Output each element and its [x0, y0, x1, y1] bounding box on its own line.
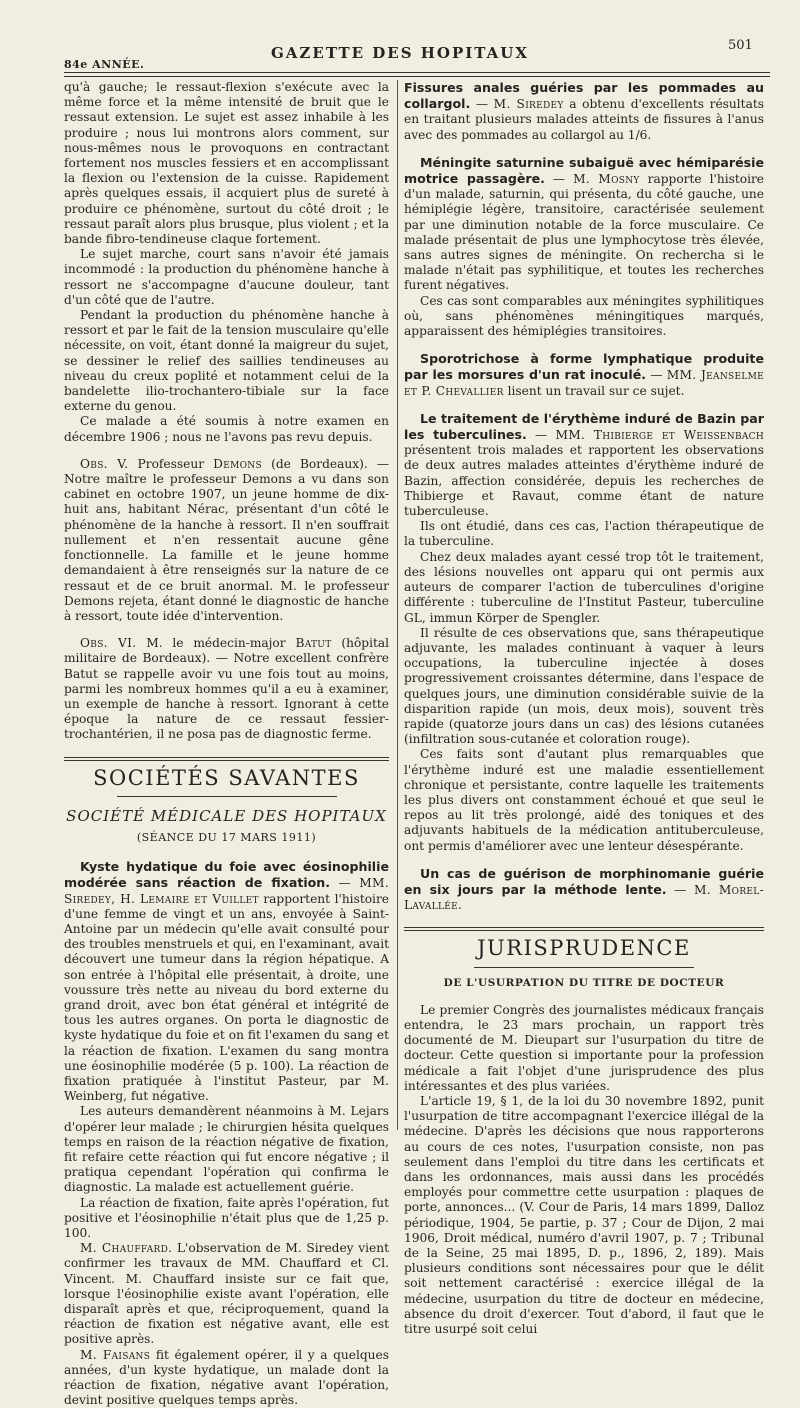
report-authors: MM. Siredey, H. Lemaire et Vuillet [64, 876, 389, 906]
obs-label: Obs. V. [80, 456, 129, 471]
obs-author: Demons [213, 456, 262, 471]
paragraph: Ces cas sont comparables aux méningites syphilitiques où, sans phénomènes méningitiques marqués, apparaissent des hémiplégies transitoires. [404, 293, 764, 339]
obs-label: Obs. VI. [80, 636, 137, 651]
report-title: Fissures anales guéries par les pommades au collargol. [404, 80, 764, 112]
paragraph: Le premier Congrès des journalistes médicaux français entendra, le 23 mars prochain, un rapport très documenté de M. Dieupart sur l'usurpation du titre de docteur. Cette question si importante pour la profession médicale a fait l'objet d'une jurisprudence des plus intéressantes et des plus variées. [404, 1002, 764, 1093]
section-title: SOCIÉTÉS SAVANTES [93, 765, 360, 790]
observation-6 [64, 636, 389, 742]
speaker-name: M. Chauffard. [80, 1241, 173, 1256]
report-authors: MM. Thibierge et Weissenbach [555, 428, 765, 443]
journal-title: GAZETTE DES HOPITAUX [270, 44, 529, 62]
report-title: Sporotrichose à forme lymphatique produite par les morsures d'un rat inoculé. [404, 351, 764, 383]
faisans-comment [64, 1348, 389, 1408]
section-title: JURISPRUDENCE [477, 936, 691, 961]
meningite-report: Méningite saturnine subaiguë avec hémiparésie motrice passagère. — M. Mosny rapporte l'histoire d'un malade, saturnin, qui présenta, du côté gauche, une hémiplégie légère, transitoire, caractérisée seulement par une diminution notable de la force musculaire. Ce malade présentait de plus une lymphocytose très élevée, sans autres signes de méningite. On rechercha si le malade n'était pas syphilitique, et toutes les recherches furent négatives. [404, 154, 765, 293]
society-title: SOCIÉTÉ MÉDICALE DES HOPITAUX [66, 806, 387, 825]
paragraph: La réaction de fixation, faite après l'opération, fut positive et l'éosinophilie n'était plus que de 1,25 p. 100. [64, 1195, 389, 1241]
paragraph: Les auteurs demandèrent néanmoins à M. Lejars d'opérer leur malade ; le chirurgien hésita quelques temps en raison de la réaction négative de fixation, fit refaire cette réaction qui fut encore négative ; il pratiqua cependant l'opération qui confirma le diagnostic. La malade est actuellement guérie. [64, 1104, 389, 1195]
paragraph: Ils ont étudié, dans ces cas, l'action thérapeutique de la tuberculine. [404, 519, 764, 549]
session-date: (SÉANCE DU 17 MARS 1911) [136, 830, 317, 844]
section-header-jurisprudence [404, 927, 764, 990]
comment-text: L'observation de M. Siredey vient confirmer les travaux de MM. Chauffard et Cl. Vincent. M. Chauffard insiste sur ce fait que, lorsque l'éosinophilie existe avant l'opération, elle disparaît après et que, réciproquement, quand la réaction de fixation est négative avant, elle est positive après. [64, 1241, 389, 1347]
section-title-rule [474, 967, 694, 968]
report-text: lisent un travail sur ce sujet. [507, 383, 685, 398]
header-rule-bottom [64, 76, 770, 77]
section-header-societes [64, 757, 389, 846]
report-text: rapporte l'histoire d'un malade, saturnin, qui présenta, du côté gauche, une hémiplégie légère, transitoire, caractérisée seulement par une diminution notable de la force musculaire. Ce malade présentait de plus une lymphocytose très élevée, sans autres signes de méningite. On rechercha si le malade n'était pas syphilitique, et toutes les recherches furent négatives. [404, 172, 765, 293]
header-rule-top [64, 72, 770, 73]
section-rule [404, 930, 764, 931]
report-text: présentent trois malades et rapportent les observations de deux autres malades atteintes d'érythème induré de Bazin, affection considérée, depuis les recherches de Thibierge et Ravaut, comme étant de nature tuberculeuse. [404, 443, 764, 519]
section-rule [404, 927, 764, 928]
paragraph: Le sujet marche, court sans n'avoir été jamais incommodé : la production du phénomène hanche à ressort ne s'accompagne d'aucune douleur, tant d'un côté que de l'autre. [64, 247, 389, 307]
report-title: Un cas de guérison de morphinomanie guérie en six jours par la méthode lente. [404, 865, 764, 897]
right-column [404, 80, 764, 1337]
obs-prefix: Professeur [137, 456, 205, 471]
traitement-report: Le traitement de l'érythème induré de Bazin par les tuberculines. — MM. Thibierge et Weissenbach présentent trois malades et rapportent les observations de deux autres malades atteintes d'érythème induré de Bazin, affection considérée, depuis les recherches de Thibierge et Ravaut, comme étant de nature tuberculeuse. [404, 410, 765, 519]
chauffard-comment [64, 1241, 389, 1347]
report-title: Le traitement de l'érythème induré de Bazin par les tuberculines. [404, 410, 764, 443]
section-title-rule [117, 796, 337, 797]
observation-5 [64, 457, 389, 624]
column-divider [397, 80, 398, 1130]
morphinomanie-report: Un cas de guérison de morphinomanie guérie en six jours par la méthode lente. — M. Morel-Lavallée. [404, 865, 764, 913]
sporotrichose-report: Sporotrichose à forme lymphatique produite par les morsures d'un rat inoculé. — MM. Jeanselme et P. Chevallier lisent un travail sur ce sujet. [404, 351, 764, 398]
paragraph: Chez deux malades ayant cessé trop tôt le traitement, des lésions nouvelles ont apparu qui ont permis aux auteurs de comparer l'action de tuberculines d'origine différente : tuberculine de l'Institut Pasteur, tuberculine GL, immun Körper de Spengler. [404, 549, 764, 625]
article-title: DE L'USURPATION DU TITRE DE DOCTEUR [443, 976, 725, 989]
obs-author: Batut [295, 636, 332, 651]
page-number: 501 [728, 38, 753, 53]
paragraph: Ces faits sont d'autant plus remarquables que l'érythème induré est une maladie essentiellement chronique et persistante, contre laquelle les traitements les plus divers ont constamment échoué et que seul le repos au lit très prolongé, aidé des toniques et des adjuvants habituels de la médication antituberculeuse, ont permis d'améliorer avec une lenteur désespérante. [404, 747, 764, 853]
paragraph: Ce malade a été soumis à notre examen en décembre 1906 ; nous ne l'avons pas revu depuis. [64, 414, 389, 444]
report-authors: M. Mosny [573, 172, 640, 187]
paragraph: L'article 19, § 1, de la loi du 30 novembre 1892, punit l'usurpation de titre accompagnant l'exercice illégal de la médecine. D'après les décisions que nous rapporterons au cours de ces notes, l'usurpation consiste, non pas seulement dans l'emploi du titre dans les certificats et dans les ordonnances, mais aussi dans les procédés employés pour commettre cette usurpation : plaques de porte, annonces... (V. Cour de Paris, 14 mars 1899, Dalloz périodique, 1904, 5e partie, p. 37 ; Cour de Dijon, 2 mai 1906, Droit médical, numéro d'avril 1907, p. 7 ; Tribunal de la Seine, 25 mai 1895, D. p., 1896, 2, 189). Mais plusieurs conditions sont nécessaires pour que le délit soit nettement caractérisé : exercice illégal de la médecine, usurpation du titre de docteur en médecine, absence du droit d'exercer. Tout d'abord, il faut que le titre usurpé soit celui [404, 1093, 764, 1337]
fissures-report: Fissures anales guéries par les pommades au collargol. — M. Siredey a obtenu d'excellents résultats en traitant plusieurs malades atteints de fissures à l'anus avec des pommades au collargol au 1/6. [404, 80, 764, 142]
paragraph: Pendant la production du phénomène hanche à ressort et par le fait de la tension musculaire qu'elle nécessite, on voit, étant donné la maigreur du sujet, se dessiner le relief des saillies tendineuses au niveau du creux poplité et notamment celui de la bandelette ilio-trochantero-tibiale sur la face externe du genou. [64, 308, 389, 414]
report-title: Méningite saturnine subaiguë avec hémiparésie motrice passagère. [404, 154, 764, 187]
report-title: Kyste hydatique du foie avec éosinophilie modérée sans réaction de fixation. [64, 859, 389, 891]
paragraph: qu'à gauche; le ressaut-flexion s'exécute avec la même force et la même intensité de bruit que le ressaut extension. Le sujet est assez inhabile à les produire ; nous lui montrons alors comment, sur nous-mêmes nous le provoquons en contractant fortement nos muscles fessiers et en accomplissant la flexion ou l'extension de la cuisse. Rapidement après quelques essais, il acquiert plus de sureté à produire ce phénomène, surtout du côté droit ; le ressaut paraît alors plus brusque, plus violent ; et la bande fibro-tendineuse claque fortement. [64, 80, 389, 247]
paragraph: Il résulte de ces observations que, sans thérapeutique adjuvante, les malades continuant à vaquer à leurs occupations, la tuberculine injectée à doses progressivement croissantes détermine, dans l'espace de quelques jours, une diminution considérable suivie de la disparition rapide (un mois, deux mois), souvent très rapide (quatorze jours dans un cas) des lésions cutanées (infiltration sous-cutanée et coloration rouge). [404, 625, 764, 747]
kyste-report: Kyste hydatique du foie avec éosinophilie modérée sans réaction de fixation. — MM. Siredey, H. Lemaire et Vuillet rapportent l'histoire d'une femme de vingt et un ans, envoyée à Saint-Antoine par un médecin qu'elle avait consulté pour des troubles menstruels et qui, en l'examinant, avait découvert une tumeur dans la région hépatique. A son entrée à l'hôpital elle présentait, à droite, une voussure très nette au niveau du bord externe du grand droit, avec bon état général et intégrité de tous les autres organes. On porta le diagnostic de kyste hydatique du foie et on fit l'examen du sang et la réaction de fixation. L'examen du sang montra une éosinophilie modérée (5 p. 100). La réaction de fixation pratiquée à l'institut Pasteur, par M. Weinberg, fut négative. [64, 859, 389, 1104]
report-text: rapportent l'histoire d'une femme de vingt et un ans, envoyée à Saint-Antoine par un médecin qu'elle avait consulté pour des troubles menstruels et qui, en l'examinant, avait découvert une tumeur dans la région hépatique. A son entrée à l'hôpital elle présentait, à droite, une voussure très nette au niveau du bord externe du grand droit, avec bon état général et intégrité de tous les autres organes. On porta le diagnostic de kyste hydatique du foie et on fit l'examen du sang et la réaction de fixation. L'examen du sang montra une éosinophilie modérée (5 p. 100). La réaction de fixation pratiquée à l'institut Pasteur, par M. Weinberg, fut négative. [64, 891, 389, 1104]
section-rule [64, 760, 389, 761]
obs-prefix: M. le médecin-major [146, 636, 286, 651]
report-authors: M. Siredey [493, 97, 564, 112]
report-text: a obtenu d'excellents résultats en traitant plusieurs malades atteints de fissures à l'anus avec des pommades au collargol au 1/6. [404, 97, 764, 142]
speaker-name: M. Faisans [80, 1347, 151, 1362]
section-rule [64, 757, 389, 758]
obs-text: (hôpital militaire de Bordeaux). — Notre excellent confrère Batut se rappelle avoir vu une fois tout au moins, parmi les nombreux hommes qu'il a eu à examiner, un exemple de hanche à ressort. Ignorant à cette époque la nature de ce ressaut fessier-trochantérien, il ne posa pas de diagnostic ferme. [64, 636, 390, 742]
volume-year: 84e ANNÉE. [64, 58, 145, 71]
report-authors: MM. Jeanselme et P. Chevallier [404, 368, 764, 398]
left-column [64, 80, 389, 1408]
report-authors: M. Morel-Lavallée. [404, 882, 764, 913]
obs-text: (de Bordeaux). — Notre maître le professeur Demons a vu dans son cabinet en octobre 1907, un jeune homme de dix-huit ans, habitant Nérac, présentant d'un côté le phénomène de la hanche à ressort. Il n'en souffrait nullement et n'en ressentait aucune gêne fonctionnelle. La famille et le jeune homme demandaient à être renseignés sur la nature de ce ressaut et de ce bruit anormal. M. le professeur Demons rejeta, étant donné le diagnostic de hanche à ressort, toute idée d'intervention. [64, 456, 390, 623]
comment-text: fit également opérer, il y a quelques années, d'un kyste hydatique, un malade dont la réaction de fixation, négative avant l'opération, devint positive quelques temps après. [64, 1347, 389, 1408]
